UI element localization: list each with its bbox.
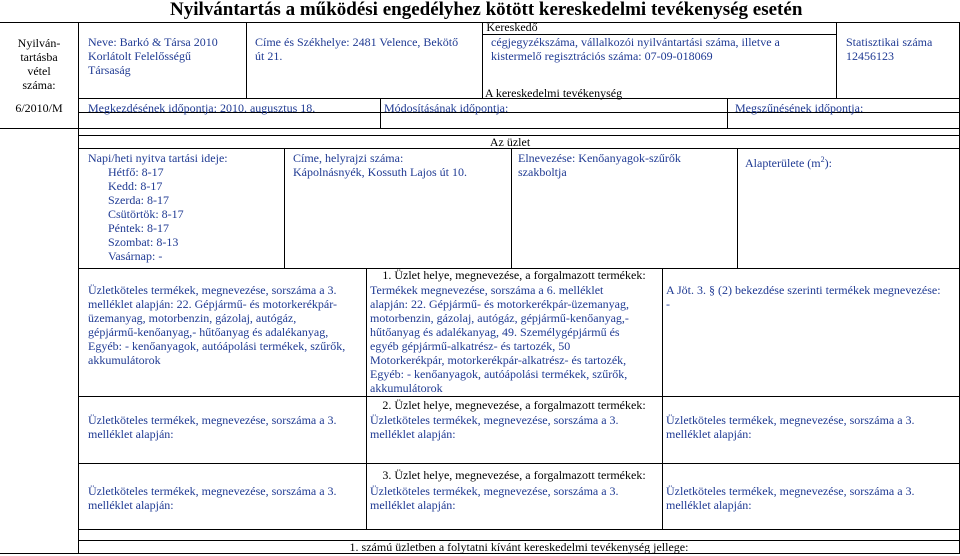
col2-block1-line: motorbenzin, gázolaj, autógáz, gépjármű-kenőanyag,- (370, 311, 629, 325)
col2-block1-line: Egyéb: - kenőanyagok, autóápolási termékek, szűrők, (370, 367, 628, 381)
col2-block1-line: akkumulátorok (370, 381, 443, 395)
col3-block2-line: melléklet alapján: (666, 427, 752, 441)
page-title: Nyilvántartás a működési engedélyhez kötött kereskedelmi tevékenység esetén (170, 0, 803, 20)
registry-label-line: Nyilván- (17, 36, 61, 50)
col1-block1-line: melléklet alapján: 22. Gépjármű- és motorkerékpár- (88, 297, 337, 311)
col3-block1-line: A Jöt. 3. § (2) bekezdése szerinti termékek megnevezése: (666, 283, 941, 297)
col2-block3-line: melléklet alapján: (370, 498, 456, 512)
opening-hours-line: Hétfő: 8-17 (108, 165, 164, 179)
col-divider-modified (380, 98, 381, 128)
shop-name-line: Elnevezése: Kenőanyagok-szűrők (518, 151, 681, 165)
col3-block2-line: Üzletköteles termékek, megnevezése, sorszáma a 3. (666, 413, 915, 427)
opening-hours-line: Kedd: 8-17 (108, 179, 163, 193)
area-label-text: Alapterülete (m (745, 156, 821, 170)
opening-hours-line: Csütörtök: 8-17 (108, 207, 184, 221)
col1-block2-line: melléklet alapján: (88, 427, 174, 441)
trader-address-line: Címe és Székhelye: 2481 Velence, Bekötő (255, 35, 459, 49)
col-divider-trader-1 (246, 22, 247, 98)
opening-hours-line: Vasárnap: - (108, 249, 163, 263)
col3-block3-line: melléklet alapján: (666, 498, 752, 512)
col2-block1-line: alapján: 22. Gépjármű- és motorkerékpár-üzemanyag, (370, 297, 629, 311)
registry-info-line: kistermelő regisztrációs száma: 07-09-018069 (491, 49, 713, 63)
rule-activity-bottom (0, 128, 960, 129)
col3-block1-line: - (666, 297, 670, 311)
col1-block1-line: üzemanyag, motorbenzin, gázolaj, autógáz, (88, 311, 297, 325)
rule-products-1-end (78, 396, 960, 397)
col-divider-ended (727, 98, 728, 128)
shop-area-label (745, 153, 832, 170)
col1-block1-line: akkumulátorok (88, 353, 161, 367)
col3-block3-line: Üzletköteles termékek, megnevezése, sorszáma a 3. (666, 484, 915, 498)
shop-header: Az üzlet (489, 135, 531, 149)
col2-block1-line: egyéb gépjármű-alkatrész- és tartozék, 50 (370, 339, 571, 353)
shop-address-line: Címe, helyrajzi száma: (293, 151, 404, 165)
products-section-2-header: 2. Üzlet helye, megnevezése, a forgalmazott termékek: (382, 398, 646, 412)
opening-hours-line: Szerda: 8-17 (108, 193, 169, 207)
col-divider-trader-3 (836, 22, 837, 98)
col2-block2-line: melléklet alapján: (370, 427, 456, 441)
col-divider-shop-1 (284, 148, 285, 268)
col2-block2-line: Üzletköteles termékek, megnevezése, sorszáma a 3. (370, 413, 619, 427)
col2-block1-line: Termékek megnevezése, sorszáma a 6. melléklet (370, 283, 604, 297)
opening-hours-line: Péntek: 8-17 (108, 221, 169, 235)
products-section-1-header: 1. Üzlet helye, megnevezése, a forgalmazott termékek: (382, 268, 646, 282)
col-divider-shop-2 (511, 148, 512, 268)
area-label-sup: 2 (820, 155, 825, 164)
col1-block1-line: Egyéb: - kenőanyagok, autóápolási termékek, szűrők, (88, 339, 346, 353)
col-divider-products-2 (662, 268, 663, 529)
col2-block1-line: hűtőanyag és adalékanyag, 49. Személygépjármű és (370, 325, 620, 339)
rule-products-2-end (78, 463, 960, 464)
area-label-tail: ): (824, 156, 832, 170)
col2-block3-line: Üzletköteles termékek, megnevezése, sorszáma a 3. (370, 484, 619, 498)
footer-activity-type: 1. számú üzletben a folytatni kívánt kereskedelmi tevékenység jellege: (349, 540, 689, 554)
activity-header: A kereskedelmi tevékenység (484, 86, 623, 100)
trader-address-line: út 21. (255, 49, 283, 63)
col-divider-left (78, 22, 79, 553)
col2-block1-line: Motorkerékpár, motorkerékpár-alkatrész- és tartozék, (370, 353, 627, 367)
opening-hours-title: Napi/heti nyitva tartási ideje: (88, 151, 228, 165)
stat-number-value: 12456123 (846, 49, 894, 63)
registry-label-line: vétel (27, 64, 51, 78)
kereskedo-header: Kereskedő (486, 20, 538, 34)
activity-ended: Megszűnésének időpontja: (735, 101, 864, 115)
registry-info-line: cégjegyzékszáma, vállalkozói nyilvántartási száma, illetve a (491, 35, 780, 49)
trader-name-line: Korlátolt Felelősségű (88, 49, 191, 63)
activity-start: Megkezdésének időpontja: 2010. augusztus 18. (88, 101, 316, 115)
col1-block3-line: melléklet alapján: (88, 498, 174, 512)
col1-block1-line: Üzletköteles termékek, megnevezése, sorszáma a 3. (88, 283, 337, 297)
trader-name-line: Társaság (88, 63, 131, 77)
products-section-3-header: 3. Üzlet helye, megnevezése, a forgalmazott termékek: (382, 468, 646, 482)
col1-block1-line: gépjármű-kenőanyag,- hűtőanyag és adalékanyag, (88, 325, 329, 339)
top-rule (0, 22, 960, 23)
shop-name-line: szakboltja (518, 165, 567, 179)
shop-address-line: Kápolnásnyék, Kossuth Lajos út 10. (293, 165, 467, 179)
col1-block3-line: Üzletköteles termékek, megnevezése, sorszáma a 3. (88, 484, 337, 498)
registry-label-line: tartásba (20, 50, 58, 64)
col1-block2-line: Üzletköteles termékek, megnevezése, sorszáma a 3. (88, 413, 337, 427)
registry-label-line: száma: (22, 78, 56, 92)
stat-number-label: Statisztikai száma (846, 35, 933, 49)
rule-products-3-end (78, 529, 960, 530)
opening-hours-line: Szombat: 8-13 (108, 235, 179, 249)
registry-number: 6/2010/M (15, 101, 63, 115)
trader-name-line: Neve: Barkó & Társa 2010 (88, 35, 218, 49)
col-divider-shop-3 (737, 148, 738, 268)
activity-modified: Módosításának időpontja: (384, 101, 509, 115)
